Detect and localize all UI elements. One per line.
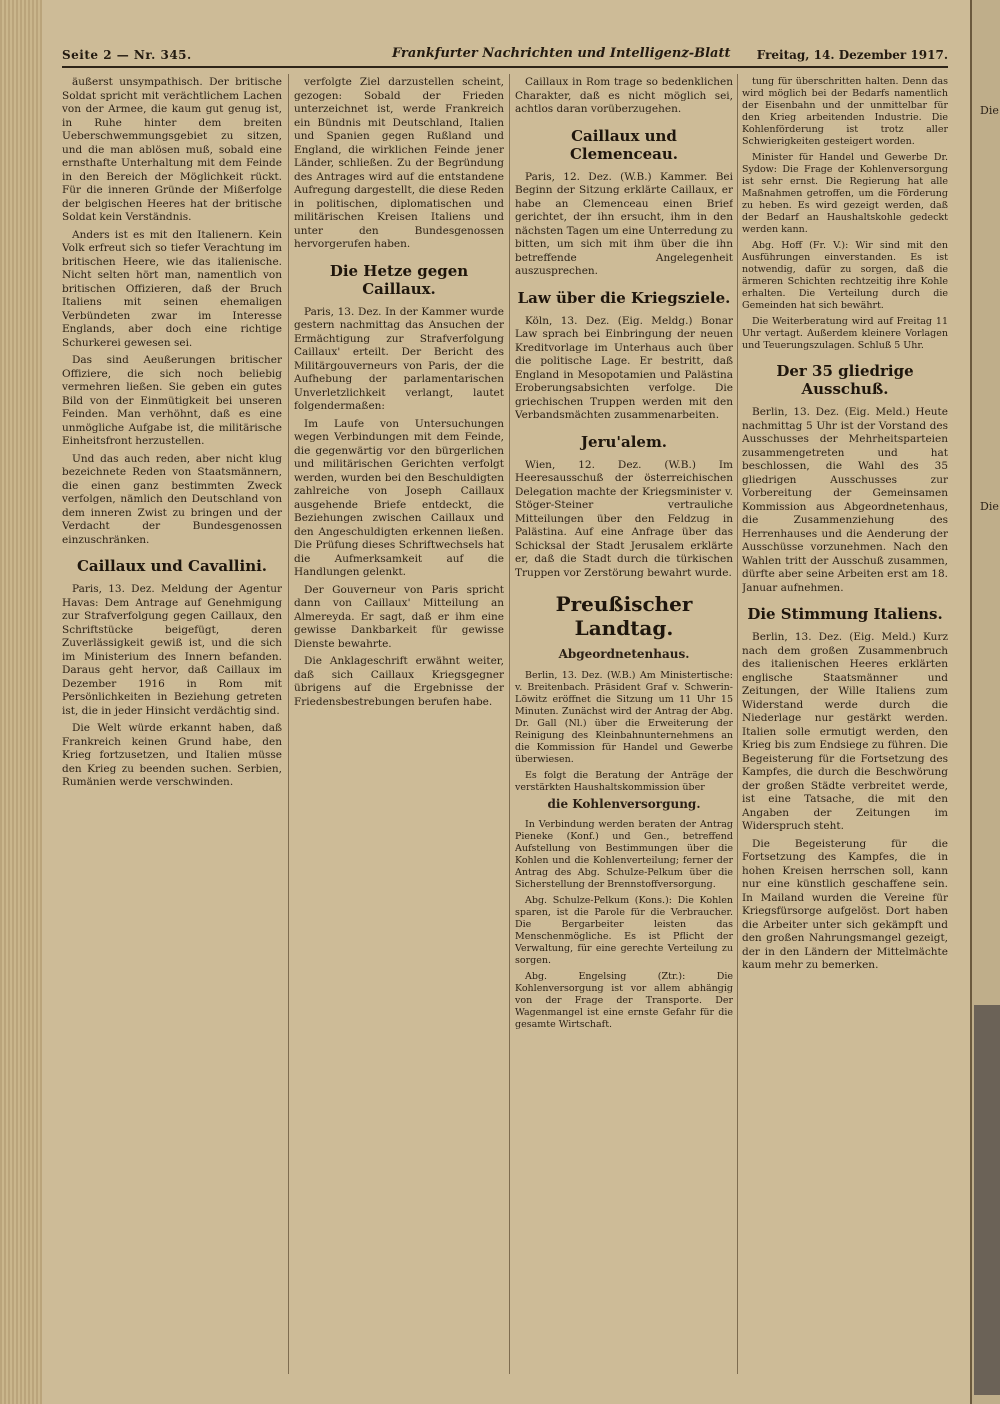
article-paragraph: Anders ist es mit den Italienern. Kein Volk erfreut sich so tiefer Verachtung im britischen Heere, wie das italienische. Nicht selten hört man, namentlich von britischen Offizieren, daß der Bruch Italiens mit seinen ehemaligen Verbündeten zwar im Interesse Englands, aber doch eine richtige Schurkerei gewesen sei. [62, 228, 282, 349]
article-paragraph: Die Welt würde erkannt haben, daß Frankreich keinen Grund habe, den Krieg fortzusetzen, und Italien müsse den Krieg zu beenden suchen. Serbien, Rumänien werde verschwinden. [62, 722, 282, 788]
column-4 [742, 76, 948, 1376]
article-paragraph: Und das auch reden, aber nicht klug bezeichnete Reden von Staatsmännern, die einen ganz bestimmten Zweck verfolgen, nämlich den Deutschland von dem inneren Zwist zu bringen und der Verdacht der Bundesgenossen einzuschränken. [62, 452, 282, 546]
article-heading: Caillaux und Cavallini. [76, 557, 268, 575]
article-paragraph: Köln, 13. Dez. (Eig. Meldg.) Bonar Law sprach bei Einbringung der neuen Kreditvorlage im Unterhaus auch über die politische Lage. Er bestritt, daß England in Mesopotamien und Palästina Eroberungsabsichten verfolge. Die griechischen Truppen werden mit den Verbandsmächten zusammenarbeiten. [515, 314, 733, 421]
article-paragraph: Berlin, 13. Dez. (Eig. Meld.) Kurz nach dem großen Zusammenbruch des italienischen Heeres erklärten englische Staatsmänner und Zeitungen, der Wille Italiens zum Widerstand werde durch die Niederlage nur gestärkt werden. Italien solle ermutigt werden, den Krieg bis zum Endsiege zu führen. Die Begeisterung für die Fortsetzung des Kampfes, die durch die Beschwörung der großen Städte verbreitet werde, ist eine Tatsache, die mit den Angaben der Zeitungen im Widerspruch steht. [742, 631, 948, 832]
article-paragraph: Minister für Handel und Gewerbe Dr. Sydow: Die Frage der Kohlenversorgung ist sehr ernst. Die Regierung hat alle Maßnahmen getroffen, um die Förderung zu heben. Es wird gezeigt werden, daß der Bedarf an Haushaltskohle gedeckt werden kann. [742, 152, 948, 235]
article-paragraph: Im Laufe von Untersuchungen wegen Verbindungen mit dem Feinde, die gegenwärtig vor den bürgerlichen und militärischen Gerichten verfolgt werden, wurden bei den Beschuldigten zahlreiche von Joseph Caillaux ausgehende Briefe entdeckt, die Beziehungen zwischen Caillaux und den Angeschuldigten erkennen ließen. Die Prüfung dieses Schriftwechsels hat die Aufmerksamkeit auf die Handlungen gelenkt. [294, 417, 504, 578]
topic-heading: die Kohlenversorgung. [547, 796, 701, 811]
article-paragraph: Die Begeisterung für die Fortsetzung des Kampfes, die in hohen Kreisen herrschen soll, kann nur eine künstlich geschaffene sein. In Mailand wurden die Vereine für Kriegsfürsorge aufgelöst. Dort haben die Arbeiter unter sich gekämpft und den großen Nahrungsmangel gezeigt, der in den Ländern der Mittelmächte kaum mehr zu bemerken. [742, 837, 948, 971]
column-1 [62, 76, 282, 1376]
article-paragraph: Berlin, 13. Dez. (Eig. Meld.) Heute nachmittag 5 Uhr ist der Vorstand des Ausschusses der Mehrheitsparteien zusammengetreten und hat beschlossen, die Wahl des 35 gliedrigen Ausschusses zur Vorbereitung der Gemeinsamen Kommission aus Abgeordnetenhaus, die Zusammenziehung des Herrenhauses und die Aenderung der Ausschüsse vorzunehmen. Nach den Wahlen tritt der Ausschuß zusammen, dürfte aber seine Arbeiten erst am 18. Januar aufnehmen. [742, 406, 948, 594]
newspaper-title: Frankfurter Nachrichten und Intelligenz-Blatt [392, 46, 731, 61]
article-paragraph: Das sind Aeußerungen britischer Offiziere, die sich noch beliebig vermehren ließen. Sie geben ein gutes Bild von der Einmütigkeit bei unseren Feinden. Man verhöhnt, daß es eine unmögliche Aufgabe ist, die militärische Einheitsfront herzustellen. [62, 354, 282, 447]
page-number: Seite 2 — Nr. 345. [62, 48, 192, 62]
article-paragraph: Paris, 13. Dez. Meldung der Agentur Havas: Dem Antrage auf Genehmigung zur Strafverfolgung gegen Caillaux, den Schriftstücke beigefügt, deren Zuverlässigkeit gewiß ist, und die sich im Ministerium des Innern befanden. Daraus geht hervor, daß Caillaux im Dezember 1916 in Rom mit Persönlichkeiten in Beziehung getreten ist, die in jeder Hinsicht verdächtig sind. [62, 583, 282, 717]
article-paragraph: Der Gouverneur von Paris spricht dann von Caillaux' Mitteilung an Almereyda. Er sagt, daß er ihm eine gewisse Dankbarkeit für gewisse Dienste bewahrte. [294, 583, 504, 650]
column-3 [515, 76, 733, 1376]
article-paragraph: verfolgte Ziel darzustellen scheint, gezogen: Sobald der Frieden unterzeichnet ist, werde Frankreich ein Bündnis mit Deutschland, Italien und Spanien gegen Rußland und England, die wirklichen Feinde jener Länder, schließen. Zu der Begründung des Antrages wird auf die entstandene Aufregung dargestellt, die diese Reden in politischen, diplomatischen und militärischen Kreisen Italiens und unter den Bundesgenossen hervorgerufen haben. [294, 76, 504, 250]
column-rule [509, 74, 510, 1374]
article-paragraph: Caillaux in Rom trage so bedenklichen Charakter, daß es nicht möglich sei, achtlos daran vorüberzugehen. [515, 76, 733, 115]
article-heading: Die Stimmung Italiens. [747, 605, 943, 623]
article-paragraph: tung für überschritten halten. Denn das wird möglich bei der Bedarfs namentlich der Eisenbahn und der unmittelbar für den Krieg arbeitenden Industrie. Die Kohlenförderung ist trotz aller Schwierigkeiten gesteigert worden. [742, 76, 948, 147]
article-paragraph: Berlin, 13. Dez. (W.B.) Am Ministertische: v. Breitenbach. Präsident Graf v. Schwerin-Löwitz eröffnet die Sitzung um 11 Uhr 15 Minuten. Zunächst wird der Antrag der Abg. Dr. Gall (Nl.) über die Erweiterung der Reinigung des Kleinbahnunternehmens an die Kommission für Handel und Gewerbe überwiesen. [515, 669, 733, 765]
article-heading: Jeru'alem. [580, 432, 668, 451]
section-heading: Preußischer Landtag. [555, 592, 693, 640]
article-heading: Caillaux und Clemenceau. [569, 126, 679, 163]
article-heading: Law über die Kriegsziele. [517, 288, 731, 307]
article-paragraph: Wien, 12. Dez. (W.B.) Im Heeresausschuß der österreichischen Delegation machte der Kriegsminister v. Stöger-Steiner vertrauliche Mitteilungen über den Feldzug in Palästina. Auf eine Anfrage über das Schicksal der Stadt Jerusalem erklärte er, daß die Stadt durch die türkischen Truppen vor Zerstörung bewahrt wurde. [515, 458, 733, 579]
page-edge-shadow [0, 0, 42, 1404]
article-paragraph: äußerst unsympathisch. Der britische Soldat spricht mit verächtlichem Lachen von der Armee, die kaum gut genug ist, in Ruhe hinter dem breiten Ueberschwemmungsgebiet zu sitzen, und die man ablösen muß, sobald eine ernsthafte Unterhaltung mit dem Feinde in den Bereich der Möglichkeit rückt. Für die inneren Gründe der Mißerfolge der belgischen Heeres hat der britische Soldat kein Verständnis. [62, 76, 282, 223]
article-paragraph: Abg. Schulze-Pelkum (Kons.): Die Kohlen sparen, ist die Parole für die Verbraucher. Die Bergarbeiter leisten das Menschenmögliche. Es ist Pflicht der Verwaltung, für eine gerechte Verteilung zu sorgen. [515, 895, 733, 966]
article-paragraph: Abg. Hoff (Fr. V.): Wir sind mit den Ausführungen einverstanden. Es ist notwendig, dafür zu sorgen, daß die ärmeren Schichten rechtzeitig ihre Kohle erhalten. Die Verteilung durch die Gemeinden hat sich bewährt. [742, 240, 948, 311]
column-rule [288, 74, 289, 1374]
article-paragraph: Es folgt die Beratung der Anträge der verstärkten Haushaltskommission über [515, 769, 733, 793]
article-heading: Die Hetze gegen Caillaux. [329, 261, 469, 298]
column-2 [294, 76, 504, 1376]
section-subheading: Abgeordnetenhaus. [558, 647, 690, 661]
column-rule [737, 74, 738, 1374]
article-paragraph: Paris, 13. Dez. In der Kammer wurde gestern nachmittag das Ansuchen der Ermächtigung zur Strafverfolgung Caillaux' erteilt. Der Bericht des Militärgouverneurs von Paris, der die Aufhebung der parlamentarischen Unverletzlichkeit verlangt, lautet folgendermaßen: [294, 305, 504, 412]
adjacent-page-sliver [970, 0, 1000, 1404]
article-paragraph: In Verbindung werden beraten der Antrag Pieneke (Konf.) und Gen., betreffend Aufstellung von Bestimmungen über die Kohlen und die Kohlenverteilung; ferner der Antrag des Abg. Schulze-Pelkum über die Sicherstellung der Brennstoffversorgung. [515, 819, 733, 890]
article-heading: Der 35 gliedrige Ausschuß. [776, 362, 914, 398]
article-paragraph: Die Anklageschrift erwähnt weiter, daß sich Caillaux Kriegsgegner übrigens auf die Ergebnisse der Friedensbestrebungen berufen habe. [294, 655, 504, 708]
adjacent-page-fragment: Die [980, 104, 999, 117]
article-paragraph: Die Weiterberatung wird auf Freitag 11 Uhr vertagt. Außerdem kleinere Vorlagen und Teuerungszulagen. Schluß 5 Uhr. [742, 316, 948, 351]
masthead [62, 44, 948, 68]
article-paragraph: Abg. Engelsing (Ztr.): Die Kohlenversorgung ist vor allem abhängig von der Frage der Transporte. Der Wagenmangel ist eine ernste Gefahr für die gesamte Wirtschaft. [515, 971, 733, 1030]
adjacent-page-fragment: Die [980, 500, 999, 513]
issue-date: Freitag, 14. Dezember 1917. [756, 48, 948, 62]
article-paragraph: Paris, 12. Dez. (W.B.) Kammer. Bei Beginn der Sitzung erklärte Caillaux, er habe an Clemenceau einen Brief gerichtet, der ihn ersucht, ihm in den nächsten Tagen um eine Unterredung zu bitten, um sich mit ihm über die ihn betreffende Angelegenheit auszusprechen. [515, 170, 733, 277]
adjacent-page-photo [974, 1005, 1000, 1395]
